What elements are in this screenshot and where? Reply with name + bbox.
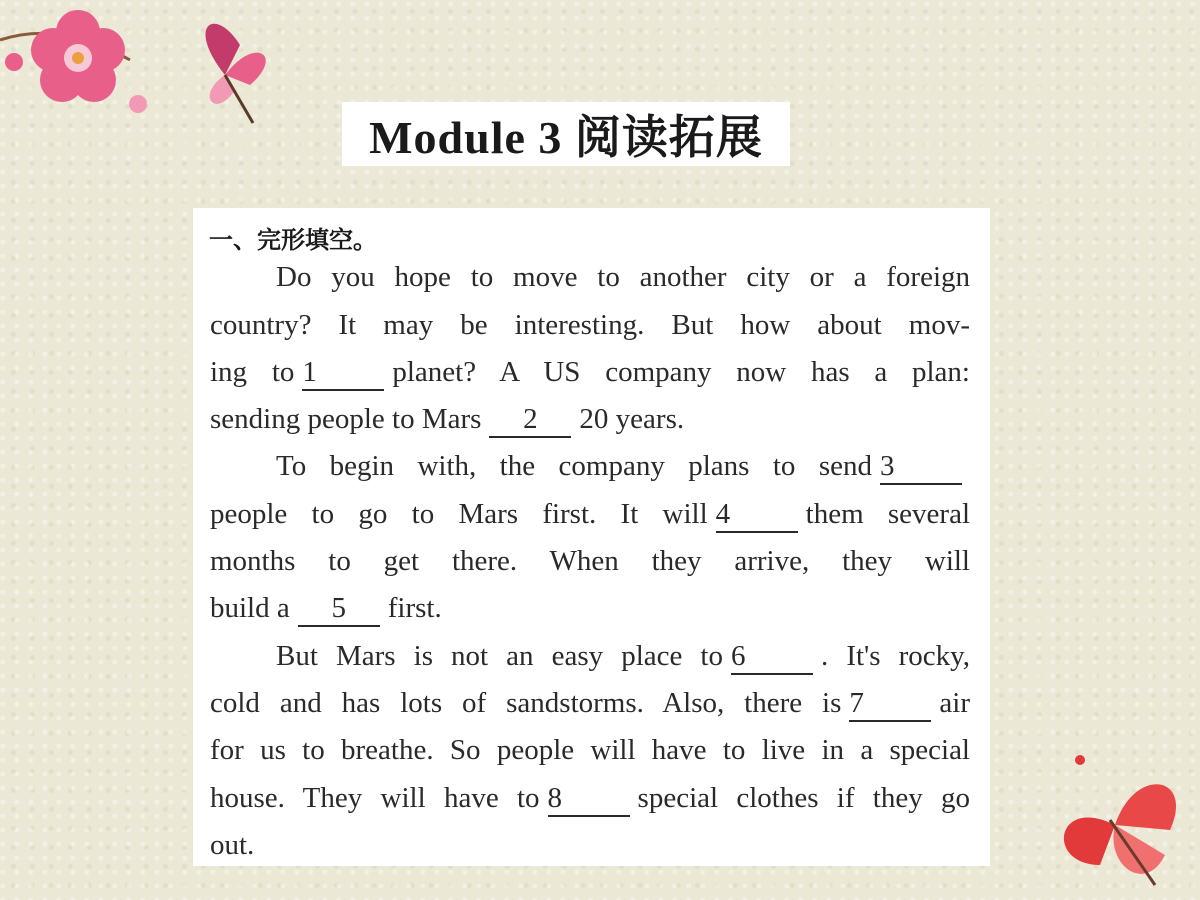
passage-line: months to get there. When they arrive, they will [210,545,970,577]
passage-line: cold and has lots of sandstorms. Also, there is 7 air [210,683,970,723]
answer-blank-6: 6 [731,639,813,675]
passage-line: out. [210,829,255,861]
answer-blank-5: 5 [298,591,380,627]
passage-card [193,208,990,866]
passage-line: sending people to Mars 2 20 years. [210,399,970,439]
title-box [342,102,790,166]
section-heading: 一、完形填空。 [209,226,377,254]
butterfly-icon [1010,730,1200,900]
answer-blank-4: 4 [716,497,798,533]
answer-blank-3: 3 [880,449,962,485]
passage-line: for us to breathe. So people will have to live in a special [210,734,970,766]
answer-blank-8: 8 [548,781,630,817]
passage-line: Do you hope to move to another city or a foreign [276,261,970,293]
answer-blank-2: 2 [489,402,571,438]
passage-line: country? It may be interesting. But how about mov- [210,309,970,341]
passage-line: people to go to Mars first. It will 4 them several [210,494,970,534]
page-title: Module 3 阅读拓展 [369,112,763,163]
flower-butterfly-icon [0,0,300,140]
passage-line: build a 5 first. [210,588,970,628]
passage-line: To begin with, the company plans to send 3 [210,446,970,486]
answer-blank-7: 7 [849,686,931,722]
passage-line: house. They will have to 8 special clothes if they go [210,778,970,818]
passage-line: But Mars is not an easy place to 6 . It's rocky, [210,636,970,676]
passage-line: ing to 1 planet? A US company now has a plan: [210,352,970,392]
answer-blank-1: 1 [302,355,384,391]
